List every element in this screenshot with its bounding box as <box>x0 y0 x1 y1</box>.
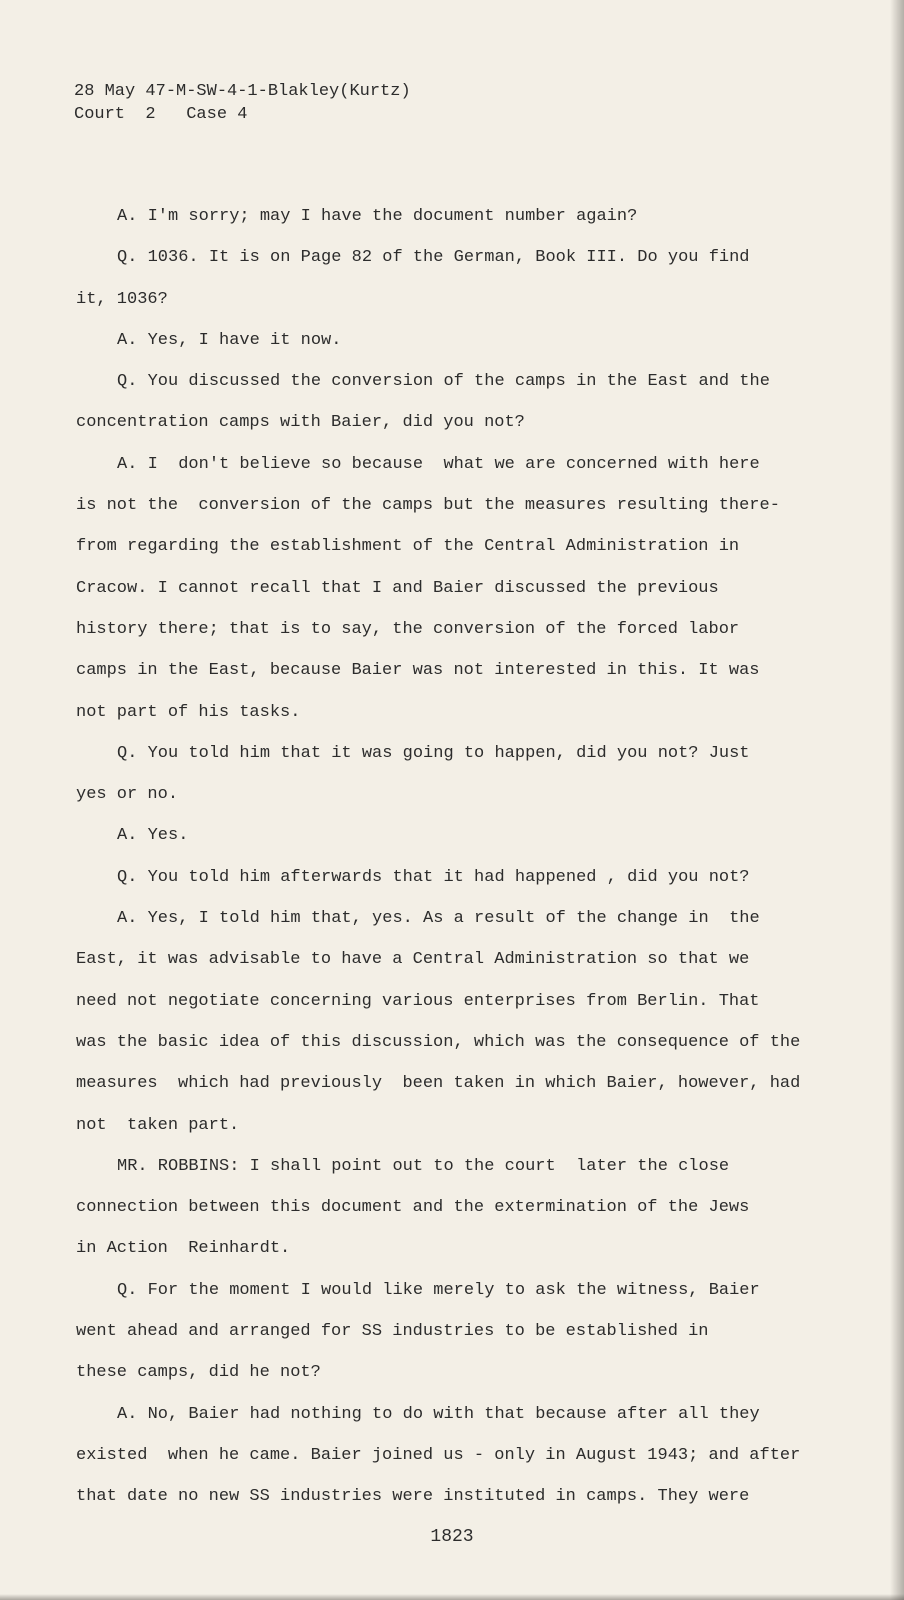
transcript-line: A. Yes. <box>117 826 189 846</box>
transcript-line: Q. 1036. It is on Page 82 of the German, Book III. Do you find <box>117 248 750 268</box>
transcript-line: measures which had previously been taken in which Baier, however, had <box>76 1074 801 1094</box>
transcript-line: Q. You told him that it was going to happen, did you not? Just <box>117 743 750 763</box>
document-header <box>74 80 411 126</box>
transcript-line: MR. ROBBINS: I shall point out to the court later the close <box>117 1156 730 1176</box>
transcript-line: not part of his tasks. <box>76 702 301 722</box>
transcript-line: these camps, did he not? <box>76 1363 321 1383</box>
transcript-body <box>76 205 816 1527</box>
transcript-line: from regarding the establishment of the Central Administration in <box>76 537 740 557</box>
transcript-line: existed when he came. Baier joined us - only in August 1943; and after <box>76 1445 801 1465</box>
page-number: 1823 <box>430 1527 474 1547</box>
transcript-line: camps in the East, because Baier was not interested in this. It was <box>76 661 760 681</box>
transcript-line: not taken part. <box>76 1115 240 1135</box>
transcript-line: Q. For the moment I would like merely to ask the witness, Baier <box>117 1280 760 1300</box>
transcript-line: A. I don't believe so because what we are concerned with here <box>117 454 760 474</box>
transcript-line: Q. You discussed the conversion of the camps in the East and the <box>117 372 770 392</box>
transcript-line: yes or no. <box>76 785 179 805</box>
transcript-line: concentration camps with Baier, did you not? <box>76 413 525 433</box>
transcript-line: in Action Reinhardt. <box>76 1239 291 1259</box>
court-case-label: Court 2 Case 4 <box>74 105 248 124</box>
transcript-line: A. I'm sorry; may I have the document number again? <box>117 207 638 226</box>
transcript-line: A. No, Baier had nothing to do with that because after all they <box>117 1404 760 1424</box>
transcript-line: A. Yes, I told him that, yes. As a result of the change in the <box>117 909 760 929</box>
document-reference: 28 May 47-M-SW-4-1-Blakley(Kurtz) <box>74 82 411 101</box>
transcript-line: Q. You told him afterwards that it had happened , did you not? <box>117 867 750 887</box>
transcript-line: need not negotiate concerning various enterprises from Berlin. That <box>76 991 760 1011</box>
transcript-line: East, it was advisable to have a Central Administration so that we <box>76 950 750 970</box>
page-edge-shadow <box>890 0 904 1600</box>
transcript-line: went ahead and arranged for SS industries to be established in <box>76 1322 709 1342</box>
transcript-line: that date no new SS industries were instituted in camps. They were <box>76 1487 750 1507</box>
page-bottom-edge <box>0 1594 904 1600</box>
transcript-line: connection between this document and the extermination of the Jews <box>76 1198 750 1218</box>
transcript-line: A. Yes, I have it now. <box>117 330 342 350</box>
transcript-line: Cracow. I cannot recall that I and Baier discussed the previous <box>76 578 719 598</box>
transcript-line: history there; that is to say, the conversion of the forced labor <box>76 619 740 639</box>
transcript-line: is not the conversion of the camps but the measures resulting there- <box>76 496 780 516</box>
transcript-line: was the basic idea of this discussion, which was the consequence of the <box>76 1032 801 1052</box>
transcript-line: it, 1036? <box>76 289 168 309</box>
